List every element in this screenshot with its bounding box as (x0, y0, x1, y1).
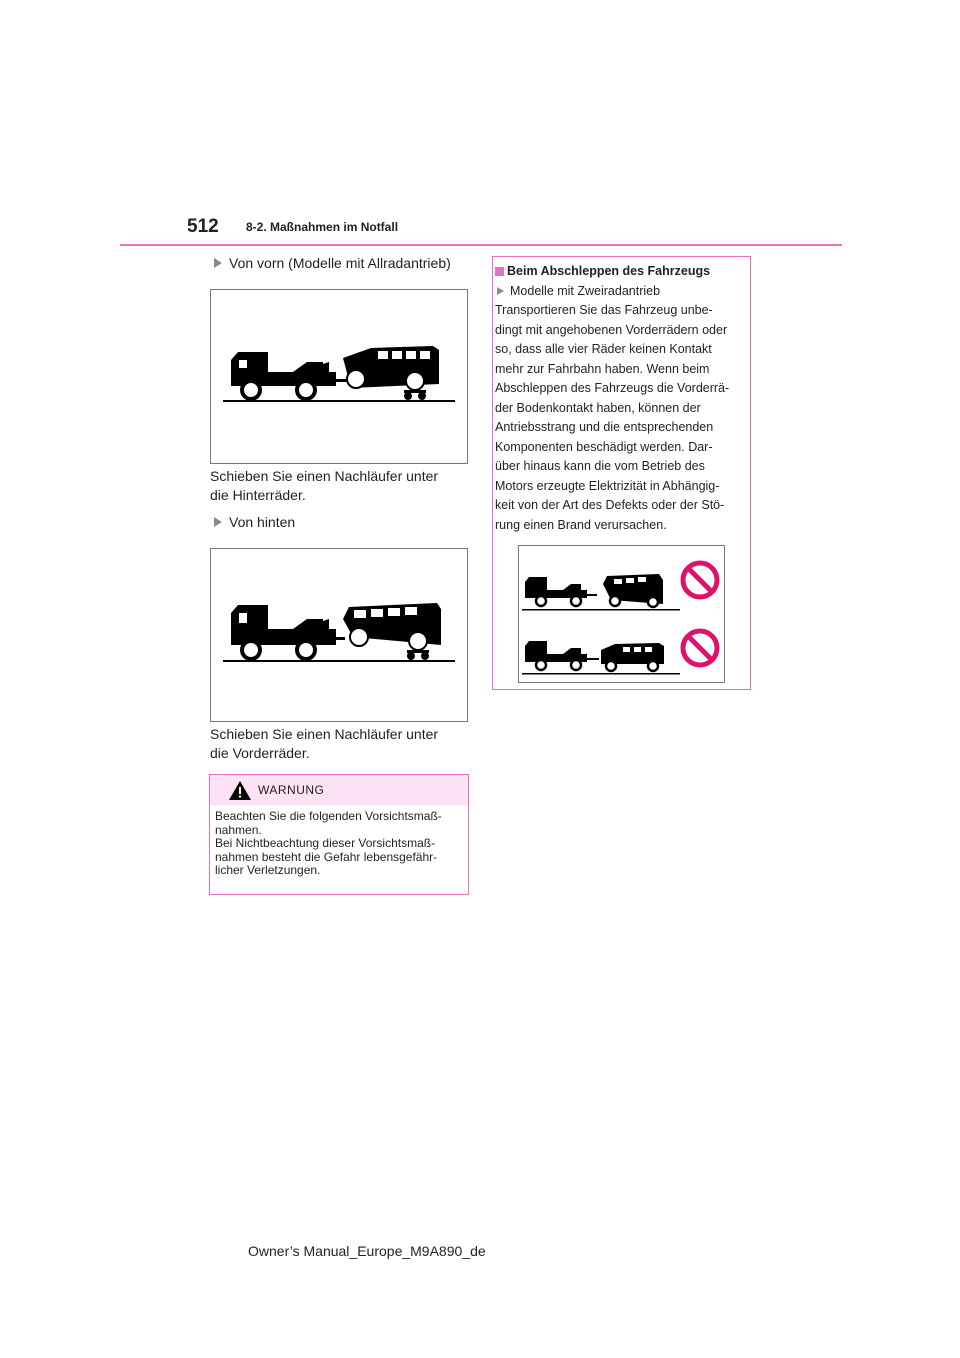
info-line: Motors erzeugte Elektrizität in Abhängig- (495, 478, 720, 493)
bullet-item-rear (214, 514, 295, 530)
info-line: so, dass alle vier Räder keinen Kontakt (495, 342, 712, 356)
warning-line: Bei Nichtbeachtung dieser Vorsichtsmaß- (215, 836, 436, 850)
bullet-triangle-icon (214, 517, 222, 527)
section-square-icon (495, 267, 504, 276)
bullet-label-front: Von vorn (Modelle mit Allradantrieb) (229, 255, 451, 271)
caption-front-line2: die Hinterräder. (210, 487, 306, 503)
caption-front (210, 467, 470, 505)
page-number: 512 (187, 216, 219, 237)
info-content (495, 262, 745, 535)
tow-truck-front-dolly-icon (211, 549, 467, 721)
bullet-item-front (214, 255, 451, 271)
warning-title: WARNUNG (258, 783, 325, 797)
info-subtitle (495, 282, 745, 302)
towing-figure-rear (210, 548, 468, 722)
section-title: 8-2. Maßnahmen im Notfall (246, 220, 399, 234)
warning-box (209, 774, 469, 895)
towing-figure-front (210, 289, 468, 464)
info-box (492, 256, 751, 690)
bullet-label-rear: Von hinten (229, 514, 296, 530)
info-title-text: Beim Abschleppen des Fahrzeugs (507, 264, 711, 278)
warning-line: nahmen besteht die Gefahr lebensgefähr- (215, 849, 438, 864)
warning-header (210, 775, 468, 805)
info-line: rung einen Brand verursachen. (495, 517, 667, 532)
info-line: Abschleppen des Fahrzeugs die Vorderrä- (495, 381, 730, 395)
info-line: Komponenten beschädigt werden. Dar- (495, 439, 713, 454)
bullet-triangle-icon (497, 287, 504, 295)
warning-line: nahmen. (215, 822, 262, 837)
warning-triangle-icon (228, 780, 252, 801)
warning-line: Beachten Sie die folgenden Vorsichtsmaß- (215, 809, 442, 823)
info-subtitle-text: Modelle mit Zweiradantrieb (510, 283, 661, 298)
warning-text (215, 810, 465, 878)
prohibited-towing-figure (518, 545, 725, 683)
footer-text: Owner’s Manual_Europe_M9A890_de (248, 1243, 486, 1259)
info-line: dingt mit angehobenen Vorderrädern oder (495, 322, 728, 337)
warning-line: licher Verletzungen. (215, 863, 321, 877)
info-line: Antriebsstrang und die entsprechenden (495, 420, 714, 434)
caption-rear-line1: Schieben Sie einen Nachläufer unter (210, 726, 439, 742)
info-line: über hinaus kann die vom Betrieb des (495, 459, 705, 473)
info-line: keit von der Art des Defekts oder der Stö- (495, 498, 725, 512)
caption-rear-line2: die Vorderräder. (210, 745, 310, 761)
prohibited-towing-icon (519, 546, 724, 682)
info-line: mehr zur Fahrbahn haben. Wenn beim (495, 361, 710, 376)
info-line: Transportieren Sie das Fahrzeug unbe- (495, 303, 713, 317)
info-title (495, 262, 745, 282)
tow-truck-rear-dolly-icon (211, 290, 467, 463)
header-divider (120, 244, 842, 246)
info-line: der Bodenkontakt haben, können der (495, 400, 701, 415)
caption-rear (210, 725, 470, 763)
bullet-triangle-icon (214, 258, 222, 268)
caption-front-line1: Schieben Sie einen Nachläufer unter (210, 468, 439, 484)
